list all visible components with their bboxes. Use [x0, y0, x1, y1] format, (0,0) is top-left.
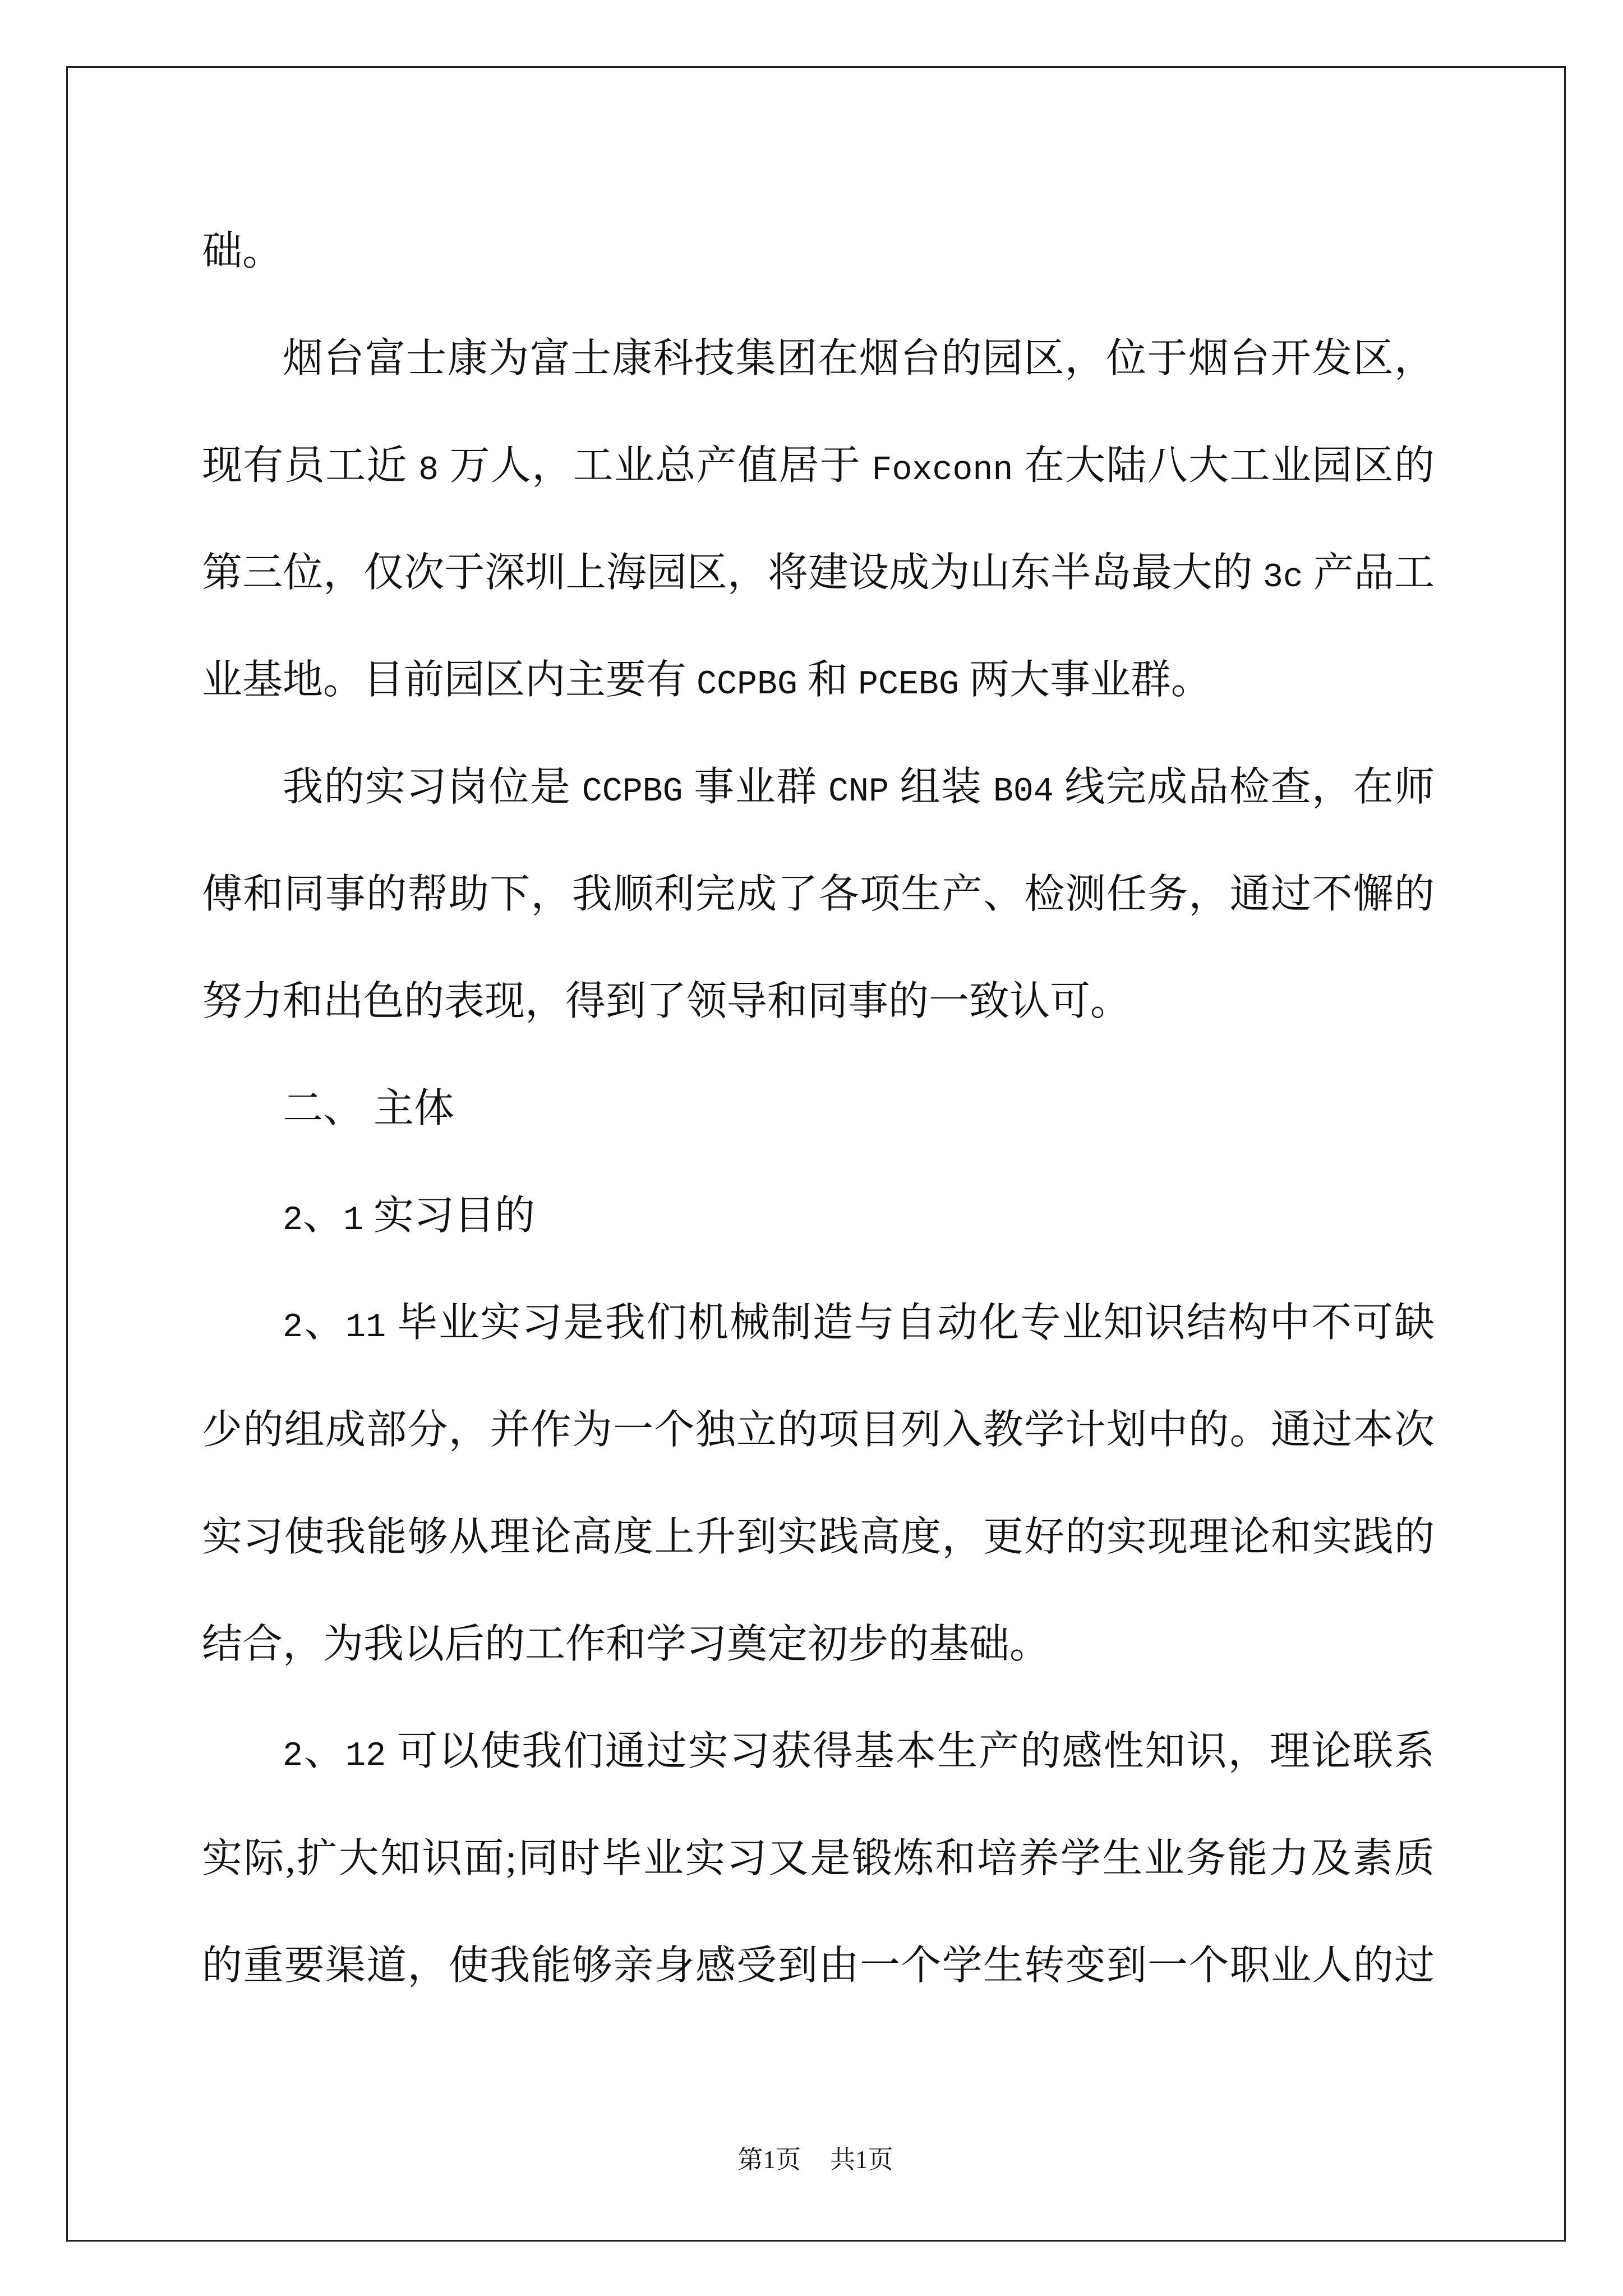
paragraph-line: 烟台富士康为富士康科技集团在烟台的园区，位于烟台开发区， — [283, 336, 1435, 381]
page-footer — [675, 2143, 956, 2177]
latin-text-run: 2 — [283, 1202, 303, 1240]
paragraph-line: 第三位，仅次于深圳上海园区，将建设成为山东半岛最大的 3c 产品工 — [202, 550, 1435, 597]
paragraph-internship-purpose-1 — [202, 1269, 1435, 1698]
paragraph-line: 结合，为我以后的工作和学习奠定初步的基础。 — [202, 1622, 1050, 1667]
paragraph-internship-position — [202, 734, 1435, 1055]
paragraph-line: 础。 — [202, 229, 283, 274]
latin-text-run: 11 — [345, 1309, 386, 1347]
latin-text-run: 2 — [283, 1737, 303, 1775]
paragraph-line: 努力和出色的表现，得到了领导和同事的一致认可。 — [202, 979, 1131, 1024]
latin-text-run: 8 — [418, 452, 439, 490]
latin-text-run: CNP — [828, 773, 889, 811]
latin-text-run: B04 — [993, 773, 1054, 811]
paragraph-line: 实习使我能够从理论高度上升到实践高度，更好的实现理论和实践的 — [202, 1515, 1435, 1559]
paragraph-line: 傅和同事的帮助下，我顺利完成了各项生产、检测任务，通过不懈的 — [202, 872, 1435, 917]
paragraph-line: 2、11 毕业实习是我们机械制造与自动化专业知识结构中不可缺 — [283, 1300, 1435, 1347]
subsection-heading — [202, 1162, 1435, 1269]
paragraph-line: 业基地。目前园区内主要有 CCPBG 和 PCEBG 两大事业群。 — [202, 657, 1211, 704]
latin-text-run: PCEBG — [857, 666, 959, 704]
paragraph-continuation — [202, 198, 1435, 305]
paragraph-line: 现有员工近 8 万人，工业总产值居于 Foxconn 在大陆八大工业园区的 — [202, 443, 1435, 490]
page-number: 第1页 — [737, 2146, 801, 2174]
paragraph-internship-purpose-2 — [202, 1698, 1435, 2019]
paragraph-line: 少的组成部分，并作为一个独立的项目列入教学计划中的。通过本次 — [202, 1407, 1435, 1452]
page-count: 共1页 — [830, 2146, 893, 2174]
latin-text-run: 12 — [345, 1737, 386, 1775]
paragraph-line: 的重要渠道，使我能够亲身感受到由一个学生转变到一个职业人的过 — [202, 1943, 1435, 1988]
paragraph-line: 我的实习岗位是 CCPBG 事业群 CNP 组装 B04 线完成品检查，在师 — [283, 765, 1435, 811]
paragraph-company-intro — [202, 305, 1435, 734]
subsection-heading-text: 2、1 实习目的 — [283, 1193, 536, 1240]
section-heading-text: 二、 主体 — [283, 1086, 455, 1131]
section-heading — [202, 1055, 1435, 1162]
paragraph-line: 2、12 可以使我们通过实习获得基本生产的感性知识，理论联系 — [283, 1729, 1435, 1775]
latin-text-run: Foxconn — [872, 452, 1013, 490]
latin-text-run: CCPBG — [582, 773, 683, 811]
paragraph-line: 实际,扩大知识面;同时毕业实习又是锻炼和培养学生业务能力及素质 — [202, 1836, 1435, 1881]
latin-text-run: 1 — [343, 1202, 364, 1240]
document-body — [202, 198, 1435, 2019]
latin-text-run: 3c — [1262, 559, 1303, 597]
latin-text-run: 2 — [283, 1309, 303, 1347]
latin-text-run: CCPBG — [697, 666, 797, 704]
